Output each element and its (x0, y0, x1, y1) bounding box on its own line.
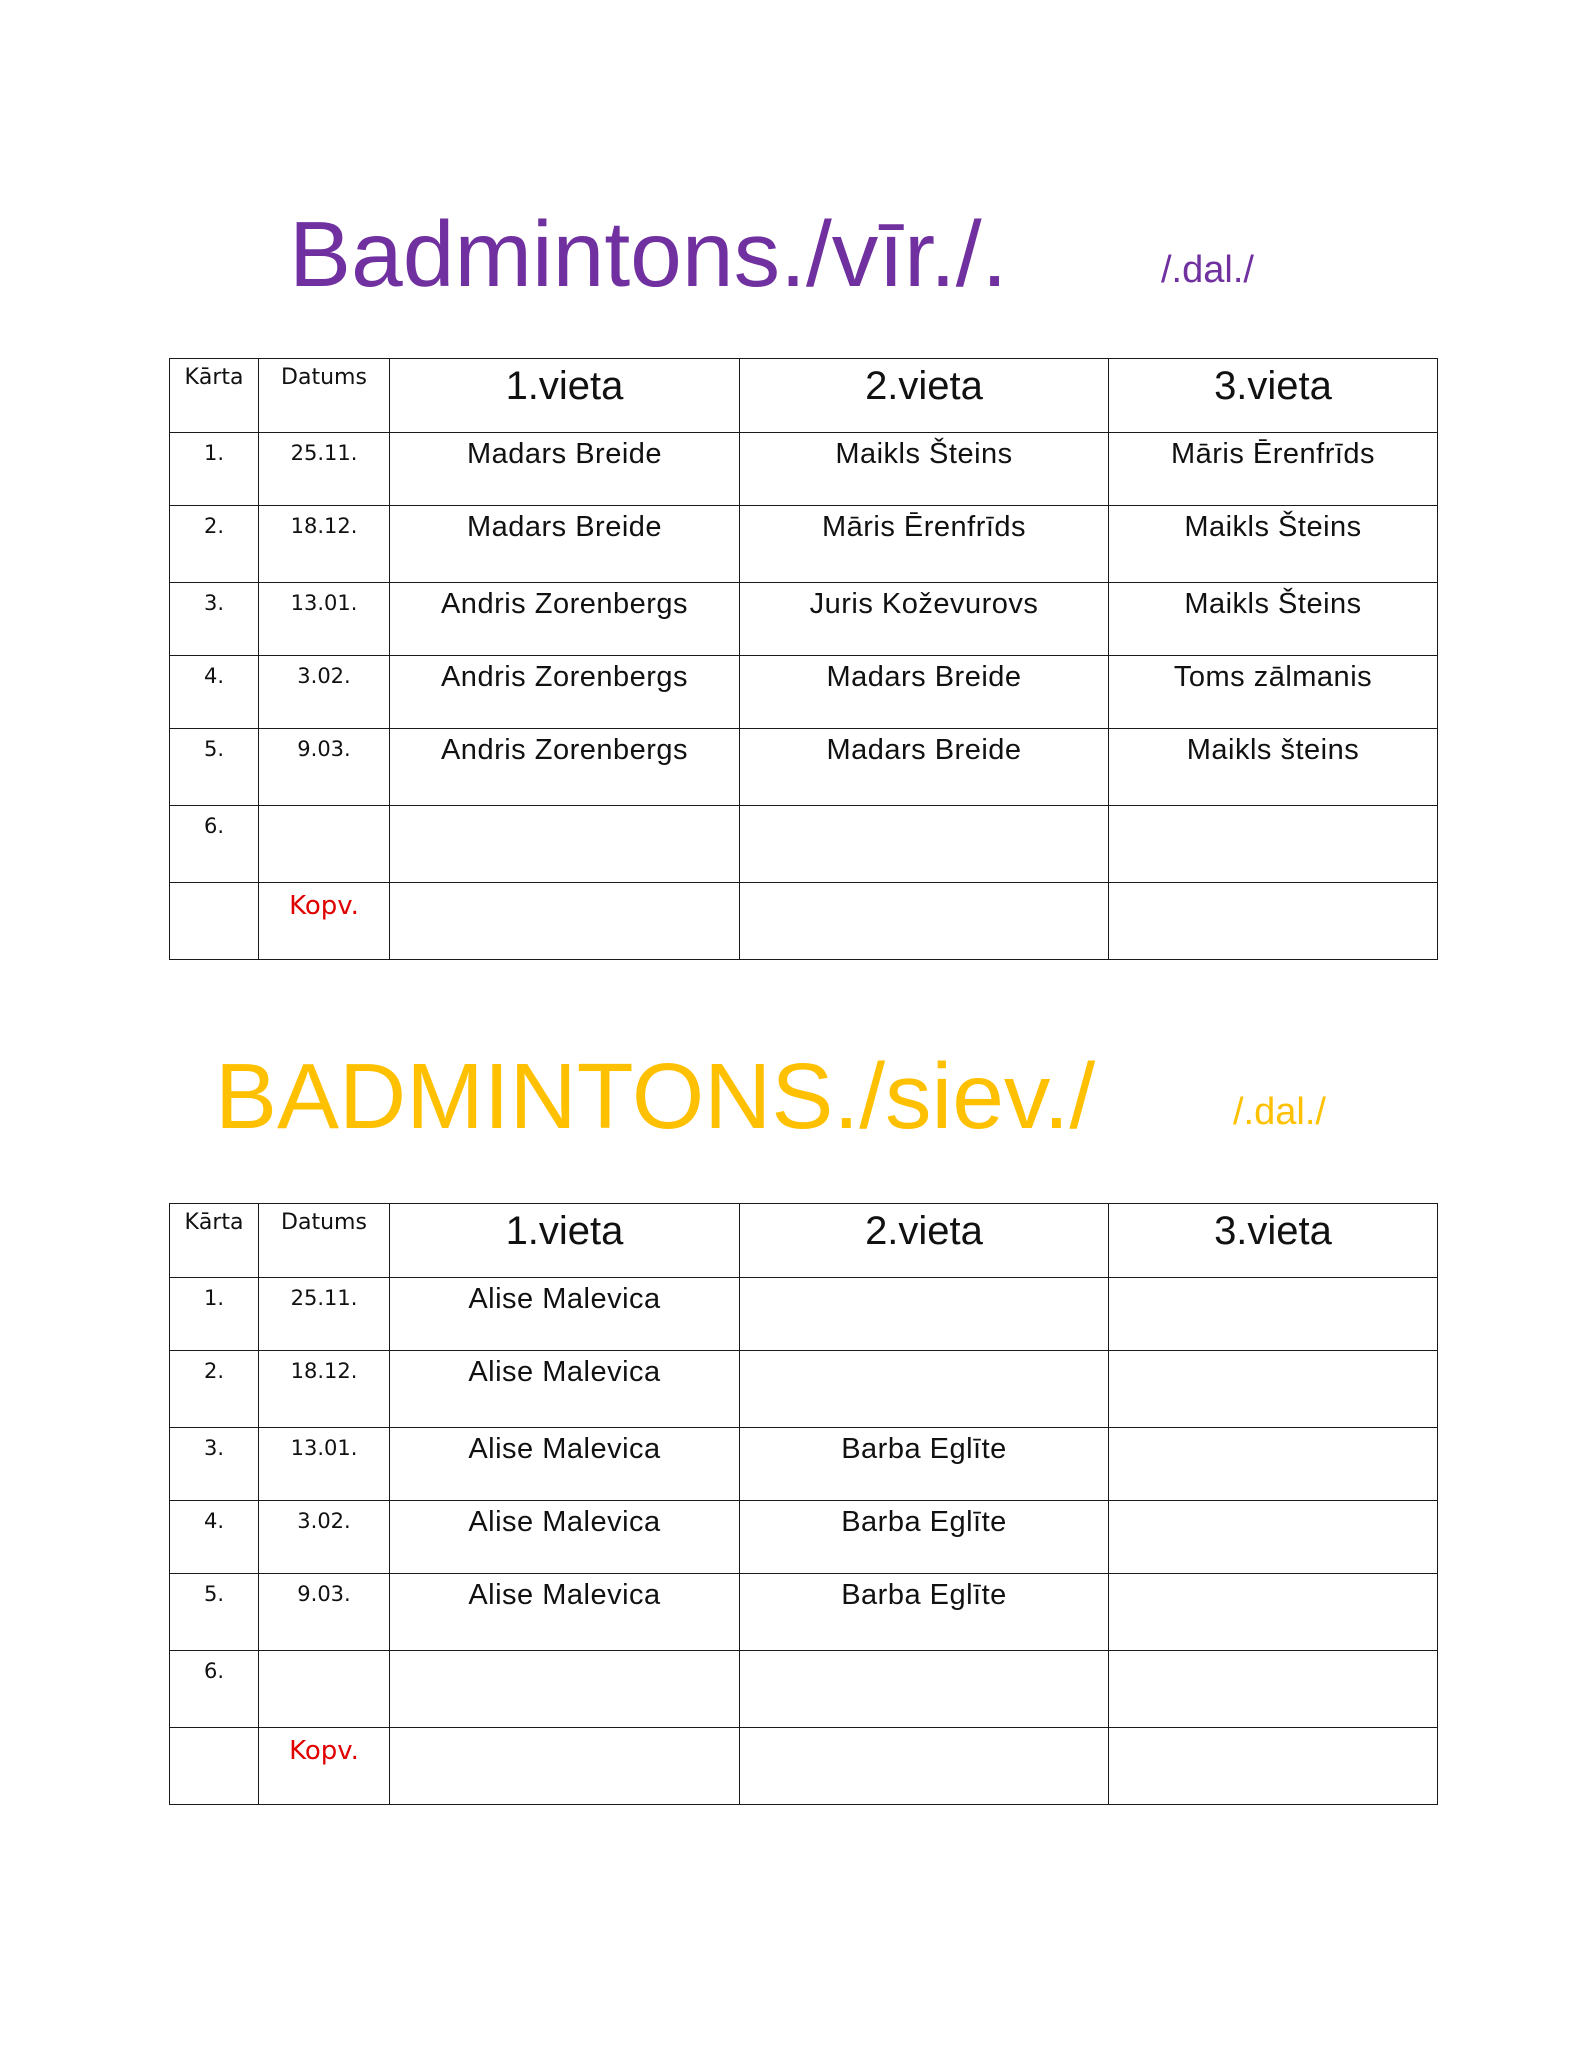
total-label: Kopv. (289, 891, 359, 921)
table-row (170, 1428, 1438, 1501)
cell-karta (170, 1728, 259, 1805)
cell-datums: 3.02. (259, 1501, 390, 1574)
table-header-row (170, 359, 1438, 433)
cell-karta: 3. (170, 1428, 259, 1501)
table-row (170, 1651, 1438, 1728)
men-results-table (169, 358, 1438, 960)
table-row (170, 433, 1438, 506)
total-label-cell (259, 883, 390, 960)
cell-datums (259, 1651, 390, 1728)
header-place-3: 3.vieta (1109, 1204, 1438, 1278)
table-row (170, 1278, 1438, 1351)
cell-datums: 25.11. (259, 1278, 390, 1351)
cell-datums: 3.02. (259, 656, 390, 729)
table-row (170, 1574, 1438, 1651)
header-datums: Datums (259, 359, 390, 433)
cell-place-1 (390, 806, 740, 883)
cell-place-1 (390, 883, 740, 960)
cell-karta (170, 883, 259, 960)
cell-place-2 (740, 1278, 1109, 1351)
cell-place-3: Maikls Šteins (1109, 583, 1438, 656)
table-header-row (170, 1204, 1438, 1278)
cell-datums: 25.11. (259, 433, 390, 506)
cell-datums: 9.03. (259, 729, 390, 806)
cell-place-2 (740, 883, 1109, 960)
total-label-cell (259, 1728, 390, 1805)
header-karta: Kārta (170, 1204, 259, 1278)
cell-place-2: Madars Breide (740, 656, 1109, 729)
cell-datums: 13.01. (259, 1428, 390, 1501)
cell-place-1: Alise Malevica (390, 1574, 740, 1651)
table-row (170, 583, 1438, 656)
cell-karta: 6. (170, 806, 259, 883)
cell-place-1: Alise Malevica (390, 1278, 740, 1351)
cell-place-1: Madars Breide (390, 433, 740, 506)
cell-karta: 5. (170, 1574, 259, 1651)
cell-place-1: Alise Malevica (390, 1428, 740, 1501)
cell-place-2: Maikls Šteins (740, 433, 1109, 506)
cell-place-1: Andris Zorenbergs (390, 729, 740, 806)
cell-place-1 (390, 1728, 740, 1805)
cell-place-1: Madars Breide (390, 506, 740, 583)
cell-place-3 (1109, 806, 1438, 883)
cell-place-3 (1109, 883, 1438, 960)
cell-place-2: Māris Ērenfrīds (740, 506, 1109, 583)
total-label: Kopv. (289, 1736, 359, 1766)
women-section-title: BADMINTONS./siev./ (215, 1044, 1096, 1148)
cell-karta: 4. (170, 656, 259, 729)
women-results-table (169, 1203, 1438, 1805)
header-place-3: 3.vieta (1109, 359, 1438, 433)
cell-karta: 5. (170, 729, 259, 806)
cell-place-2: Barba Eglīte (740, 1428, 1109, 1501)
men-section-title: Badmintons./vīr./. (289, 202, 1008, 306)
header-place-1: 1.vieta (390, 1204, 740, 1278)
cell-karta: 2. (170, 506, 259, 583)
cell-karta: 3. (170, 583, 259, 656)
cell-place-3 (1109, 1501, 1438, 1574)
cell-place-3 (1109, 1278, 1438, 1351)
table-row (170, 656, 1438, 729)
total-row (170, 1728, 1438, 1805)
cell-place-3: Toms zālmanis (1109, 656, 1438, 729)
cell-place-2 (740, 1728, 1109, 1805)
cell-place-2 (740, 1651, 1109, 1728)
total-row (170, 883, 1438, 960)
cell-place-2: Madars Breide (740, 729, 1109, 806)
table-row (170, 729, 1438, 806)
cell-place-1: Alise Malevica (390, 1501, 740, 1574)
women-section-subtitle: /.dal./ (1233, 1091, 1326, 1133)
cell-datums (259, 806, 390, 883)
cell-place-2: Barba Eglīte (740, 1574, 1109, 1651)
cell-place-2: Barba Eglīte (740, 1501, 1109, 1574)
cell-place-2 (740, 1351, 1109, 1428)
cell-place-2: Juris Koževurovs (740, 583, 1109, 656)
header-place-1: 1.vieta (390, 359, 740, 433)
cell-place-3: Maikls šteins (1109, 729, 1438, 806)
cell-karta: 1. (170, 433, 259, 506)
cell-karta: 1. (170, 1278, 259, 1351)
header-place-2: 2.vieta (740, 1204, 1109, 1278)
cell-place-3 (1109, 1728, 1438, 1805)
table-row (170, 806, 1438, 883)
table-row (170, 1501, 1438, 1574)
cell-place-1: Andris Zorenbergs (390, 583, 740, 656)
header-karta: Kārta (170, 359, 259, 433)
cell-datums: 13.01. (259, 583, 390, 656)
table-row (170, 506, 1438, 583)
cell-place-1 (390, 1651, 740, 1728)
cell-karta: 2. (170, 1351, 259, 1428)
cell-datums: 18.12. (259, 506, 390, 583)
table-row (170, 1351, 1438, 1428)
cell-place-3 (1109, 1651, 1438, 1728)
cell-datums: 9.03. (259, 1574, 390, 1651)
header-place-2: 2.vieta (740, 359, 1109, 433)
cell-place-2 (740, 806, 1109, 883)
cell-place-3: Maikls Šteins (1109, 506, 1438, 583)
cell-place-1: Andris Zorenbergs (390, 656, 740, 729)
cell-karta: 4. (170, 1501, 259, 1574)
cell-datums: 18.12. (259, 1351, 390, 1428)
cell-place-1: Alise Malevica (390, 1351, 740, 1428)
cell-place-3: Māris Ērenfrīds (1109, 433, 1438, 506)
cell-place-3 (1109, 1428, 1438, 1501)
cell-place-3 (1109, 1351, 1438, 1428)
cell-place-3 (1109, 1574, 1438, 1651)
header-datums: Datums (259, 1204, 390, 1278)
cell-karta: 6. (170, 1651, 259, 1728)
men-section-subtitle: /.dal./ (1161, 249, 1254, 291)
